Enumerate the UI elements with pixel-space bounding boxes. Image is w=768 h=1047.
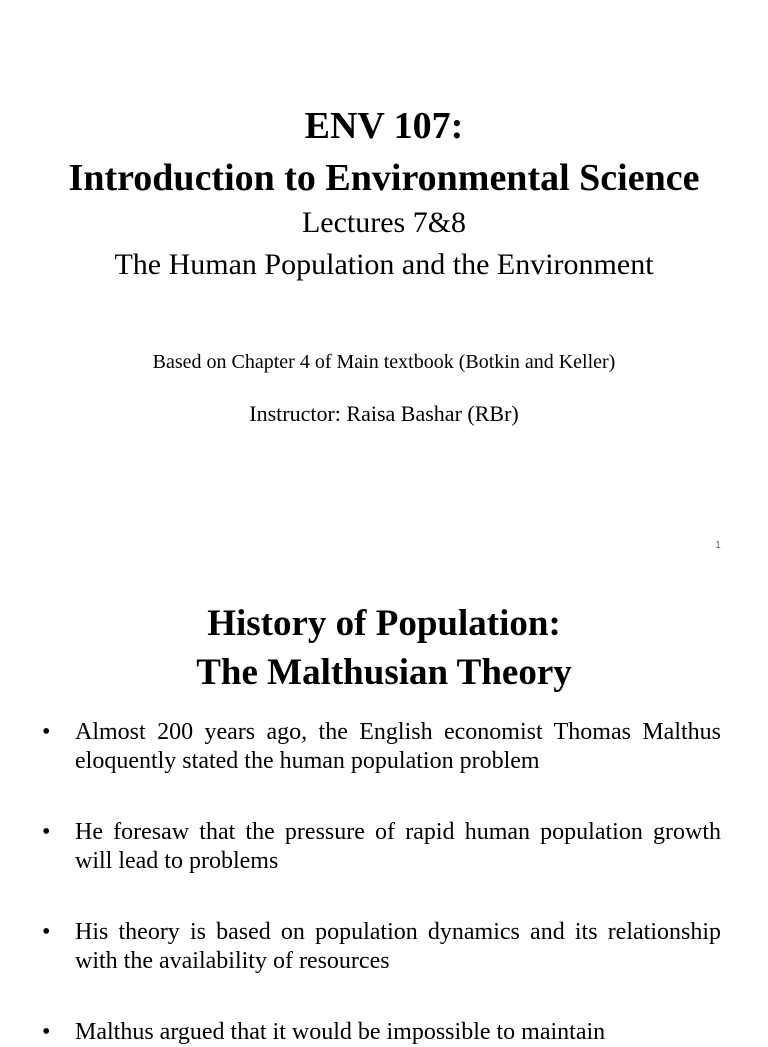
instructor-line: Instructor: Raisa Bashar (RBr): [249, 401, 519, 426]
course-code-title: ENV 107:: [304, 105, 464, 147]
bullet-marker: •: [42, 919, 51, 945]
page-number: 1: [715, 540, 721, 551]
bullet-text: His theory is based on population dynamics and its relationship with the availability of resources: [75, 919, 721, 974]
bullet-text: Malthus argued that it would be impossible to maintain: [75, 1019, 606, 1045]
bullet-text: He foresaw that the pressure of rapid human population growth will lead to problems: [75, 819, 721, 874]
lecture-topic: The Human Population and the Environment: [114, 248, 654, 281]
bullet-marker: •: [42, 819, 51, 845]
slide2-title-line1: History of Population:: [207, 603, 561, 644]
course-name-title: Introduction to Environmental Science: [68, 157, 700, 199]
lecture-number: Lectures 7&8: [301, 206, 467, 239]
slide-2: [0, 570, 768, 1045]
source-note: Based on Chapter 4 of Main textbook (Botkin and Keller): [152, 351, 616, 373]
bullet-marker: •: [42, 719, 51, 745]
bullet-marker: •: [42, 1019, 51, 1045]
bullet-text: Almost 200 years ago, the English economist Thomas Malthus eloquently stated the human population problem: [75, 719, 721, 774]
slide2-title-line2: The Malthusian Theory: [196, 652, 572, 693]
